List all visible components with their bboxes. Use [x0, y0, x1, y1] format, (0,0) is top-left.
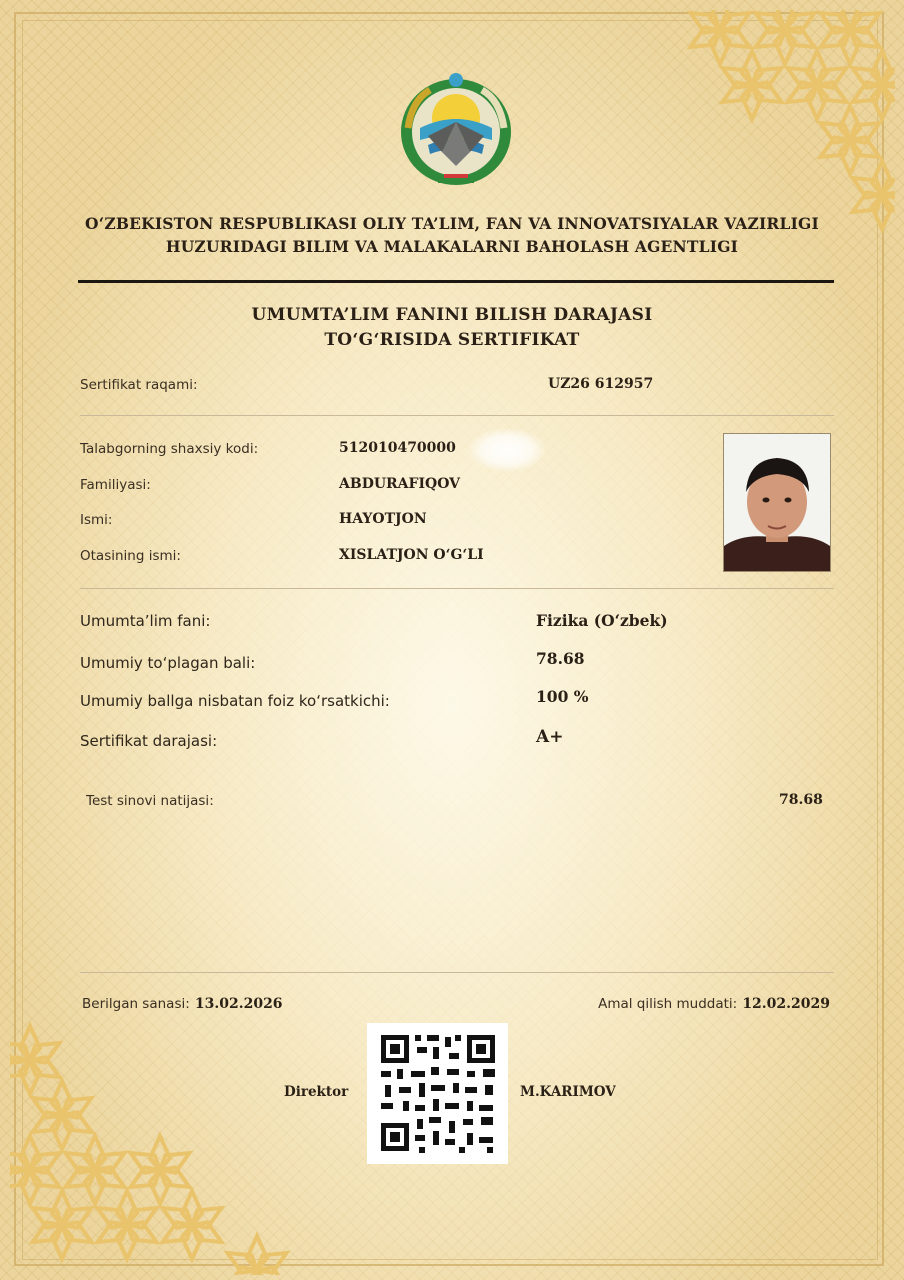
- director-name: M.KARIMOV: [520, 1084, 616, 1100]
- level-label: Sertifikat darajasi:: [80, 732, 218, 750]
- valid-until-value: 12.02.2029: [742, 996, 830, 1012]
- issued-date-value: 13.02.2026: [194, 996, 283, 1012]
- name-label: Ismi:: [80, 512, 113, 528]
- corner-ornament-bottom-left: [10, 1020, 300, 1275]
- state-emblem-icon: [398, 70, 514, 188]
- total-score-label: Umumiy to‘plagan bali:: [80, 654, 256, 672]
- valid-until-label: Amal qilish muddati:: [598, 996, 738, 1012]
- surname-value: ABDURAFIQOV: [339, 476, 461, 492]
- certificate-title-line2: TO‘G‘RISIDA SERTIFIKAT: [324, 330, 580, 350]
- patronymic-value: XISLATJON O‘G‘LI: [339, 547, 484, 563]
- person-photo: [723, 433, 831, 572]
- certificate-number-value: UZ26 612957: [548, 376, 654, 392]
- personal-code-label: Talabgorning shaxsiy kodi:: [80, 441, 259, 457]
- test-result-value: 78.68: [779, 792, 823, 808]
- subject-label: Umumta’lim fani:: [80, 612, 211, 630]
- divider: [80, 588, 834, 589]
- divider: [80, 415, 834, 416]
- certificate-title-line1: UMUMTA’LIM FANINI BILISH DARAJASI: [251, 305, 653, 325]
- test-result-label: Test sinovi natijasi:: [86, 793, 214, 809]
- valid-until-date: [598, 993, 830, 1012]
- total-score-value: 78.68: [536, 649, 585, 668]
- redaction-blur: [468, 428, 546, 472]
- certificate-number-label: Sertifikat raqami:: [80, 377, 198, 393]
- ministry-header-line2: HUZURIDAGI BILIM VA MALAKALARNI BAHOLASH AGENTLIGI: [165, 237, 739, 256]
- subject-value: Fizika (O‘zbek): [536, 611, 668, 630]
- ministry-header-line1: O‘ZBEKISTON RESPUBLIKASI OLIY TA’LIM, FAN VA INNOVATSIYALAR VAZIRLIGI: [85, 214, 819, 233]
- percent-value: 100 %: [536, 687, 589, 706]
- divider: [80, 972, 834, 973]
- personal-code-value: 512010470000: [339, 440, 456, 456]
- director-title: Direktor: [284, 1084, 349, 1100]
- surname-label: Familiyasi:: [80, 477, 151, 493]
- header-divider: [78, 280, 834, 283]
- qr-code-icon[interactable]: [367, 1023, 508, 1164]
- patronymic-label: Otasining ismi:: [80, 548, 181, 564]
- issued-date: [82, 993, 283, 1012]
- level-value: A+: [536, 727, 564, 747]
- name-value: HAYOTJON: [339, 511, 427, 527]
- issued-date-label: Berilgan sanasi:: [82, 996, 190, 1012]
- percent-label: Umumiy ballga nisbatan foiz ko‘rsatkichi:: [80, 692, 390, 710]
